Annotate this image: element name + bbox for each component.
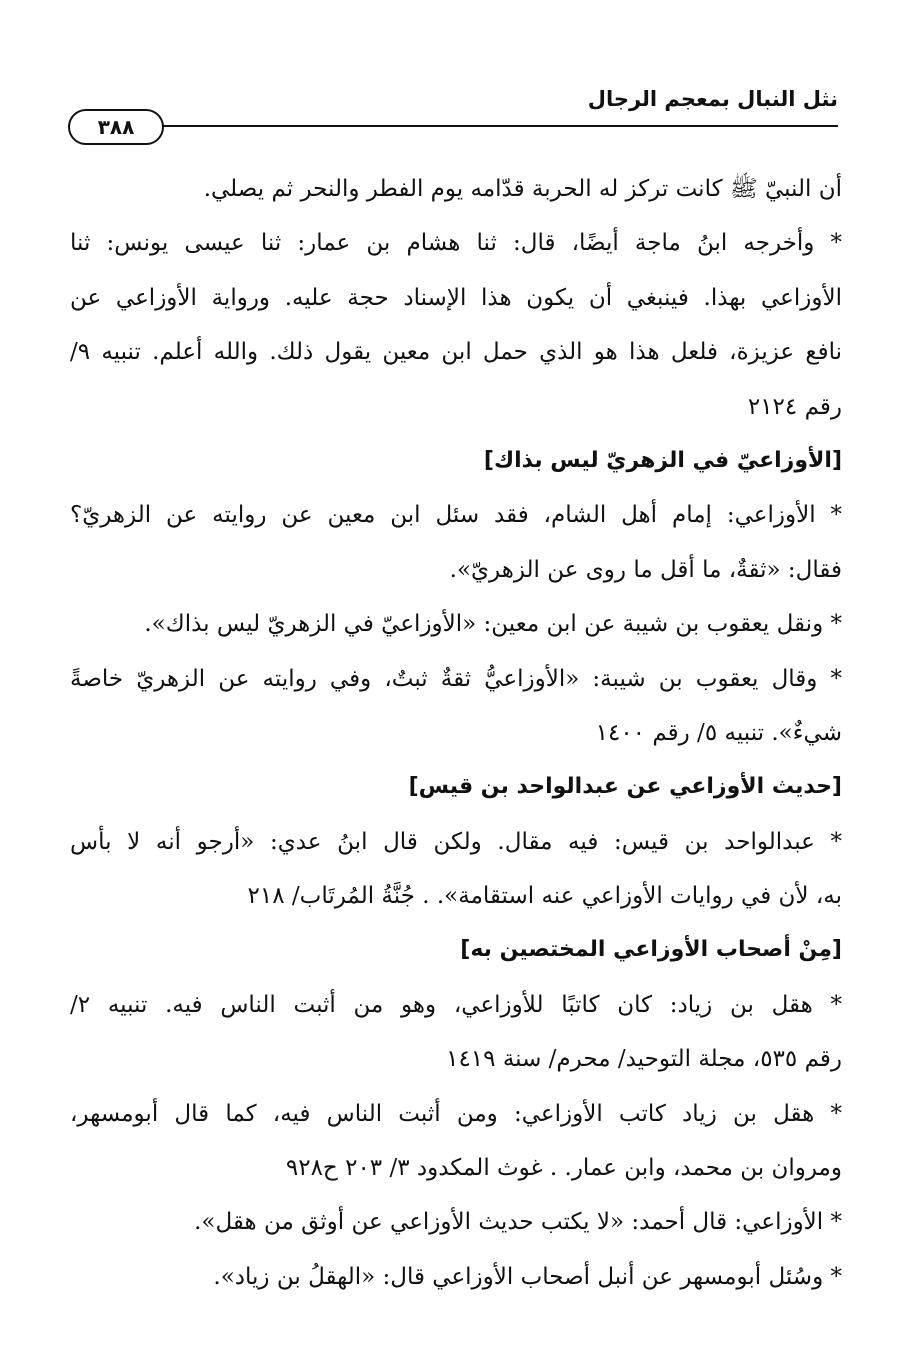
- text-line: رقم ٥٣٥، مجلة التوحيد/ محرم/ سنة ١٤١٩: [446, 1046, 842, 1073]
- text-line: به، لأن في روايات الأوزاعي عنه استقامة». . جُنَّةُ المُرتَاب/ ٢١٨: [247, 883, 842, 910]
- section-heading: [مِنْ أصحاب الأوزاعي المختصين به]: [460, 937, 842, 963]
- text-line: * وسُئل أبومسهر عن أنبل أصحاب الأوزاعي قال: «الهقلُ بن زياد».: [213, 1263, 842, 1290]
- text-line: أن النبيّ ﷺ كانت تركز له الحربة قدّامه يوم الفطر والنحر ثم يصلي.: [203, 176, 842, 202]
- section-heading: [حديث الأوزاعي عن عبدالواحد بن قيس]: [408, 774, 842, 800]
- text-line: * وأخرجه ابنُ ماجة أيضًا، قال: ثنا هشام بن عمار: ثنا عيسى يونس: ثنا: [70, 230, 842, 257]
- text-line: نافع عزيزة، فلعل هذا هو الذي حمل ابن معين يقول ذلك. والله أعلم. تنبيه ٩/: [70, 339, 842, 366]
- section-heading: [الأوزاعيّ في الزهريّ ليس بذاك]: [483, 447, 842, 473]
- text-line: رقم ٢١٢٤: [747, 393, 842, 420]
- text-line: الأوزاعي بهذا. فينبغي أن يكون هذا الإسناد حجة عليه. ورواية الأوزاعي عن: [70, 284, 842, 311]
- text-line: * الأوزاعي: قال أحمد: «لا يكتب حديث الأوزاعي عن أوثق من هقل».: [194, 1209, 842, 1236]
- page-body: [70, 162, 842, 1304]
- text-line: * عبدالواحد بن قيس: فيه مقال. ولكن قال ابنُ عدي: «أرجو أنه لا بأس: [70, 828, 842, 855]
- text-line: فقال: «ثقةٌ، ما أقل ما روى عن الزهريّ».: [449, 556, 842, 583]
- book-title: نثل النبال بمعجم الرجال: [587, 87, 838, 111]
- text-line: * ونقل يعقوب بن شيبة عن ابن معين: «الأوزاعيّ في الزهريّ ليس بذاك».: [144, 611, 842, 638]
- page-number: ٣٨٨: [68, 109, 164, 145]
- text-line: * وقال يعقوب بن شيبة: «الأوزاعيُّ ثقةٌ ثبتٌ، وفي روايته عن الزهريّ خاصةً: [70, 665, 842, 692]
- header-rule: [68, 125, 838, 127]
- text-line: * هقل بن زياد: كان كاتبًا للأوزاعي، وهو من أثبت الناس فيه. تنبيه ٢/: [70, 991, 842, 1018]
- text-line: * هقل بن زياد كاتب الأوزاعي: ومن أثبت الناس فيه، كما قال أبومسهر،: [70, 1100, 842, 1127]
- text-line: * الأوزاعي: إمام أهل الشام، فقد سئل ابن معين عن روايته عن الزهريّ؟: [70, 502, 842, 529]
- text-line: شيءٌ». تنبيه ٥/ رقم ١٤٠٠: [595, 719, 842, 746]
- text-line: ومروان بن محمد، وابن عمار. . غوث المكدود ٣/ ٢٠٣ ح٩٢٨: [285, 1155, 842, 1182]
- running-header: [68, 84, 838, 144]
